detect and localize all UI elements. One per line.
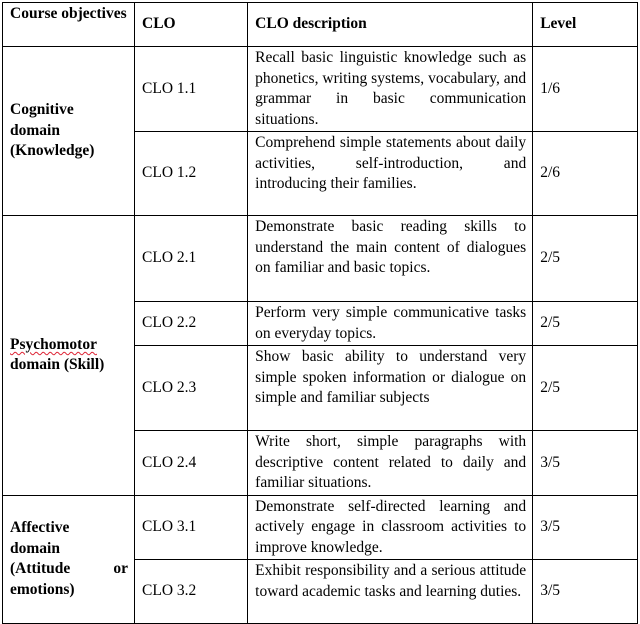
clo-level: 2/5 (533, 216, 638, 302)
clo-code: CLO 2.2 (135, 302, 248, 346)
header-level: Level (533, 3, 638, 47)
domain-label: Affective (10, 519, 70, 537)
domain-cognitive (3, 47, 135, 216)
clo-level: 2/5 (533, 302, 638, 346)
clo-level: 3/5 (533, 431, 638, 496)
clo-description: Perform very simple communicative tasks on everyday topics. (248, 302, 533, 346)
clo-code: CLO 2.1 (135, 216, 248, 302)
clo-code: CLO 2.4 (135, 431, 248, 496)
clo-level: 1/6 (533, 47, 638, 132)
header-clo-description: CLO description (248, 3, 533, 47)
domain-label: domain (Skill) (10, 356, 105, 374)
domain-label: domain (10, 539, 60, 557)
header-row (3, 3, 638, 47)
table-row (3, 495, 638, 560)
clo-code: CLO 3.2 (135, 560, 248, 624)
clo-code: CLO 1.1 (135, 47, 248, 132)
clo-level: 3/5 (533, 560, 638, 624)
header-clo: CLO (135, 3, 248, 47)
clo-code: CLO 2.3 (135, 346, 248, 431)
domain-label: (Attitude or (10, 560, 129, 578)
clo-description: Demonstrate basic reading skills to understand the main content of dialogues on familiar and basic topics. (248, 216, 533, 302)
domain-label: Cognitive (10, 101, 74, 119)
clo-level: 3/5 (533, 495, 638, 560)
clo-description: Demonstrate self-directed learning and actively engage in classroom activities to improve knowledge. (248, 495, 533, 560)
domain-psychomotor (3, 216, 135, 496)
clo-level: 2/5 (533, 346, 638, 431)
clo-description: Comprehend simple statements about daily activities, self-introduction, and introducing their families. (248, 132, 533, 216)
clo-description: Exhibit responsibility and a serious attitude toward academic tasks and learning duties. (248, 560, 533, 624)
table-row (3, 216, 638, 302)
clo-code: CLO 1.2 (135, 132, 248, 216)
clo-level: 2/6 (533, 132, 638, 216)
clo-description: Recall basic linguistic knowledge such as phonetics, writing systems, vocabulary, and grammar in basic communication situations. (248, 47, 533, 132)
table-row (3, 47, 638, 132)
domain-label: (Knowledge) (10, 142, 95, 160)
domain-label: emotions) (10, 580, 75, 598)
header-course-objectives: Course objectives (3, 3, 135, 47)
clo-code: CLO 3.1 (135, 495, 248, 560)
clo-description: Write short, simple paragraphs with descriptive content related to daily and familiar situations. (248, 431, 533, 496)
domain-label: Psychomotor (10, 335, 97, 353)
domain-affective (3, 495, 135, 624)
domain-label: domain (10, 121, 60, 139)
clo-description: Show basic ability to understand very simple spoken information or dialogue on simple and familiar subjects (248, 346, 533, 431)
clo-table (2, 2, 638, 624)
